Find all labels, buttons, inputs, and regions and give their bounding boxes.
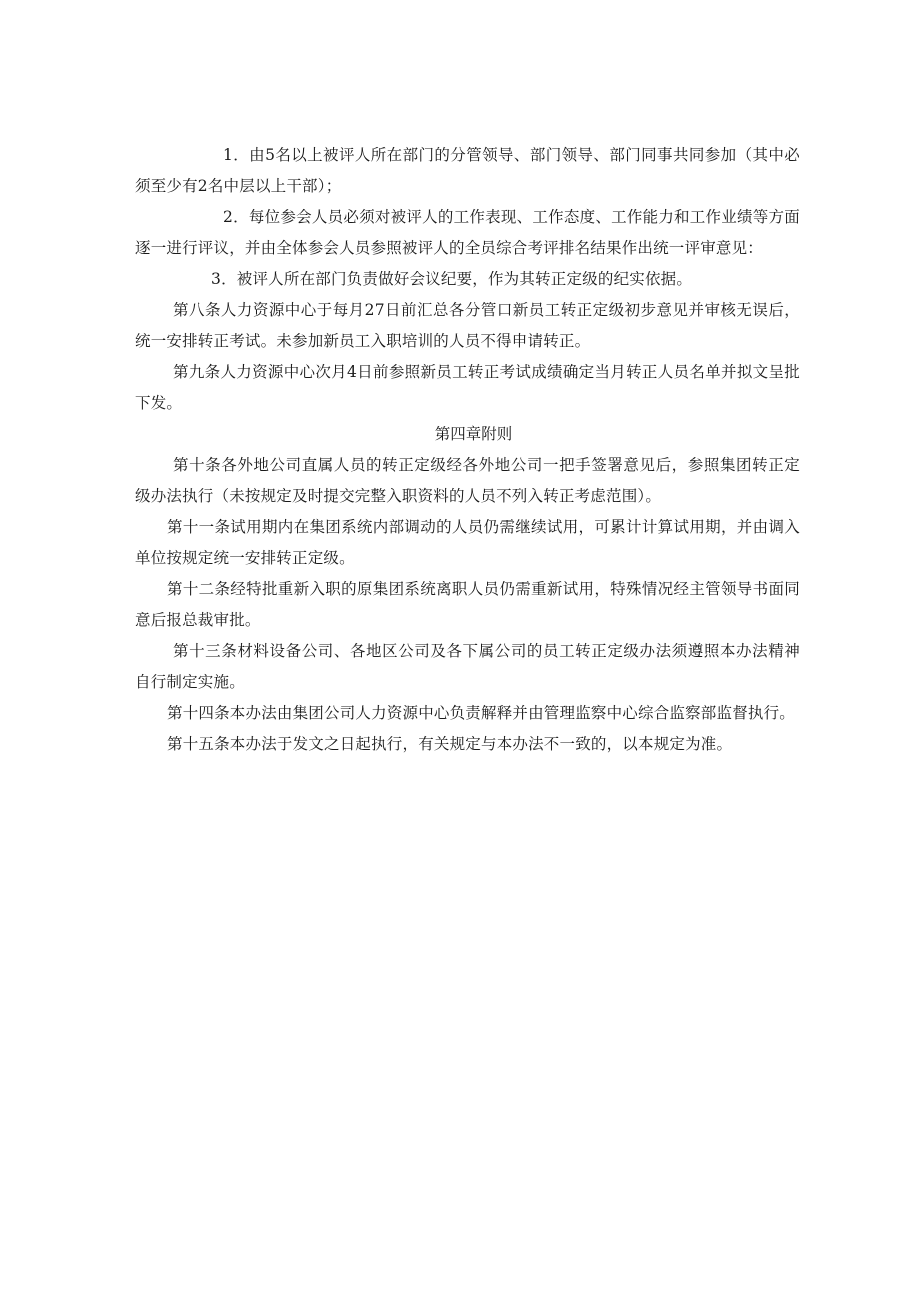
document-body bbox=[135, 140, 800, 760]
article-10: 第十条各外地公司直属人员的转正定级经各外地公司一把手签署意见后，参照集团转正定级办法执行（未按规定及时提交完整入职资料的人员不列入转正考虑范围）。 bbox=[135, 456, 800, 505]
article-8: 第八条人力资源中心于每月27日前汇总各分管口新员工转正定级初步意见并审核无误后，统一安排转正考试。未参加新员工入职培训的人员不得申请转正。 bbox=[135, 301, 800, 350]
chapter-heading: 第四章附则 bbox=[434, 425, 513, 443]
article-9: 第九条人力资源中心次月4日前参照新员工转正考试成绩确定当月转正人员名单并拟文呈批下发。 bbox=[135, 363, 800, 412]
list-item-text: ．由5名以上被评人所在部门的分管领导、部门领导、部门同事共同参加（其中必须至少有2名中层以上干部）； bbox=[135, 146, 800, 195]
article-11: 第十一条试用期内在集团系统内部调动的人员仍需继续试用，可累计计算试用期，并由调入单位按规定统一安排转正定级。 bbox=[135, 518, 800, 567]
list-item-number: 1 bbox=[223, 146, 234, 164]
list-item-1 bbox=[135, 140, 800, 202]
article-15: 第十五条本办法于发文之日起执行，有关规定与本办法不一致的，以本规定为准。 bbox=[167, 735, 733, 753]
article-14: 第十四条本办法由集团公司人力资源中心负责解释并由管理监察中心综合监察部监督执行。 bbox=[167, 704, 796, 722]
list-item-3 bbox=[135, 264, 800, 295]
list-item-text: ．被评人所在部门负责做好会议纪要，作为其转正定级的纪实依据。 bbox=[221, 270, 693, 288]
article-13: 第十三条材料设备公司、各地区公司及各下属公司的员工转正定级办法须遵照本办法精神自行制定实施。 bbox=[135, 642, 800, 691]
list-item-number: 3 bbox=[211, 270, 222, 288]
list-item-number: 2 bbox=[223, 208, 234, 226]
list-item-2 bbox=[135, 202, 800, 264]
list-item-text: ．每位参会人员必须对被评人的工作表现、工作态度、工作能力和工作业绩等方面逐一进行评议，并由全体参会人员参照被评人的全员综合考评排名结果作出统一评审意见： bbox=[135, 208, 800, 257]
article-12: 第十二条经特批重新入职的原集团系统离职人员仍需重新试用，特殊情况经主管领导书面同意后报总裁审批。 bbox=[135, 580, 800, 629]
